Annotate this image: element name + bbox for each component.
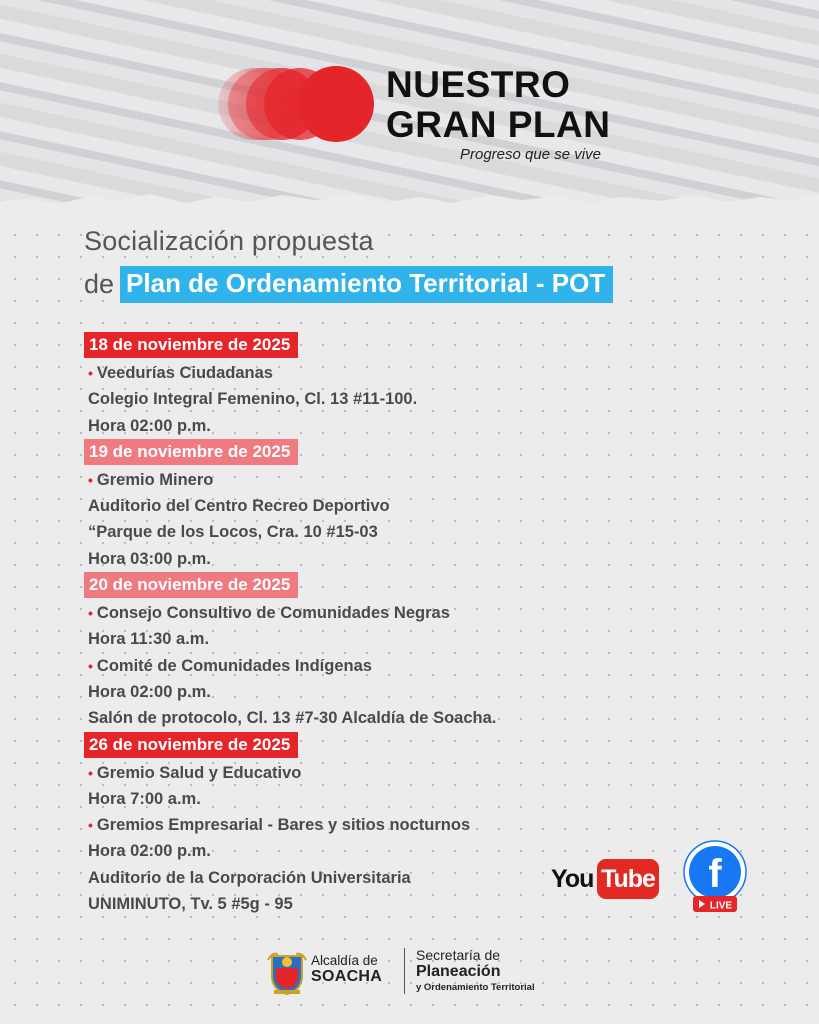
schedule-line: • Gremio Salud y Educativo xyxy=(88,763,302,782)
page-title-prefix: de xyxy=(84,269,115,299)
facebook-f-letter: f xyxy=(708,852,722,896)
schedule-line: “Parque de los Locos, Cra. 10 #15-03 xyxy=(88,523,378,542)
bullet-icon: • xyxy=(88,764,93,781)
footer-logos xyxy=(266,944,566,1000)
secretaria-subname: y Ordenamiento Territorial xyxy=(416,982,535,993)
schedule-line: Hora 02:00 p.m. xyxy=(88,682,211,701)
facebook-live-graphic xyxy=(679,840,751,915)
schedule-line: • Gremio Minero xyxy=(88,470,214,489)
secretaria-label: Secretaría de xyxy=(416,947,501,963)
youtube-you-text: You xyxy=(551,865,594,893)
schedule-line: Hora 02:00 p.m. xyxy=(88,416,211,435)
alcaldia-label: Alcaldía de xyxy=(311,953,378,968)
red-circles-logo-icon xyxy=(190,64,380,144)
brand-logo xyxy=(190,58,630,168)
schedule-line: Colegio Integral Femenino, Cl. 13 #11-100. xyxy=(88,390,418,409)
secretaria-name: Planeación xyxy=(416,963,501,980)
schedule-day-18 xyxy=(84,332,604,439)
date-badge: 18 de noviembre de 2025 xyxy=(84,332,298,358)
page-title-highlight: Plan de Ordenamiento Territorial - POT xyxy=(120,266,613,303)
schedule-line: Auditorio de la Corporación Universitaria xyxy=(88,868,411,887)
header-photo-band xyxy=(0,0,819,215)
bullet-icon: • xyxy=(88,817,93,834)
footer-divider xyxy=(404,948,405,994)
date-badge: 20 de noviembre de 2025 xyxy=(84,572,298,598)
schedule-day-19 xyxy=(84,439,604,572)
bullet-icon: • xyxy=(88,471,93,488)
date-badge: 19 de noviembre de 2025 xyxy=(84,439,298,465)
date-badge: 26 de noviembre de 2025 xyxy=(84,732,298,758)
schedule-line: Salón de protocolo, Cl. 13 #7-30 Alcaldía de Soacha. xyxy=(88,709,497,728)
page-title-line1: Socialización propuesta xyxy=(84,226,374,256)
bullet-icon: • xyxy=(88,605,93,622)
brand-name-line1: NUESTRO xyxy=(386,64,571,105)
schedule-line: Auditorio del Centro Recreo Deportivo xyxy=(88,497,390,516)
youtube-logo-icon[interactable] xyxy=(551,857,661,901)
schedule-line: Hora 03:00 p.m. xyxy=(88,549,211,568)
youtube-tube-badge: Tube xyxy=(597,859,659,899)
brand-name-line2: GRAN PLAN xyxy=(386,104,611,145)
schedule-line: • Veedurías Ciudadanas xyxy=(88,364,273,382)
torn-paper-edge xyxy=(0,188,819,215)
alcaldia-name: SOACHA xyxy=(311,968,383,985)
schedule-day-26 xyxy=(84,732,604,918)
schedule-line: • Gremios Empresarial - Bares y sitios nocturnos xyxy=(88,816,471,835)
brand-tagline: Progreso que se vive xyxy=(460,146,601,163)
schedule-line: Hora 02:00 p.m. xyxy=(88,842,211,861)
page-title-line2 xyxy=(84,266,613,303)
schedule-line: UNIMINUTO, Tv. 5 #5g - 95 xyxy=(88,895,293,914)
schedule-line: • Consejo Consultivo de Comunidades Negras xyxy=(88,604,450,623)
facebook-live-icon[interactable] xyxy=(679,840,751,915)
schedule-line: Hora 11:30 a.m. xyxy=(88,630,210,649)
schedule-line: • Comité de Comunidades Indígenas xyxy=(88,656,372,675)
bullet-icon: • xyxy=(88,657,93,674)
schedule-line: Hora 7:00 a.m. xyxy=(88,789,201,808)
schedule-day-20 xyxy=(84,572,604,731)
bullet-icon: • xyxy=(88,365,93,381)
event-schedule xyxy=(84,332,604,917)
live-badge-text: LIVE xyxy=(709,900,733,912)
soacha-seal-icon xyxy=(266,946,308,996)
